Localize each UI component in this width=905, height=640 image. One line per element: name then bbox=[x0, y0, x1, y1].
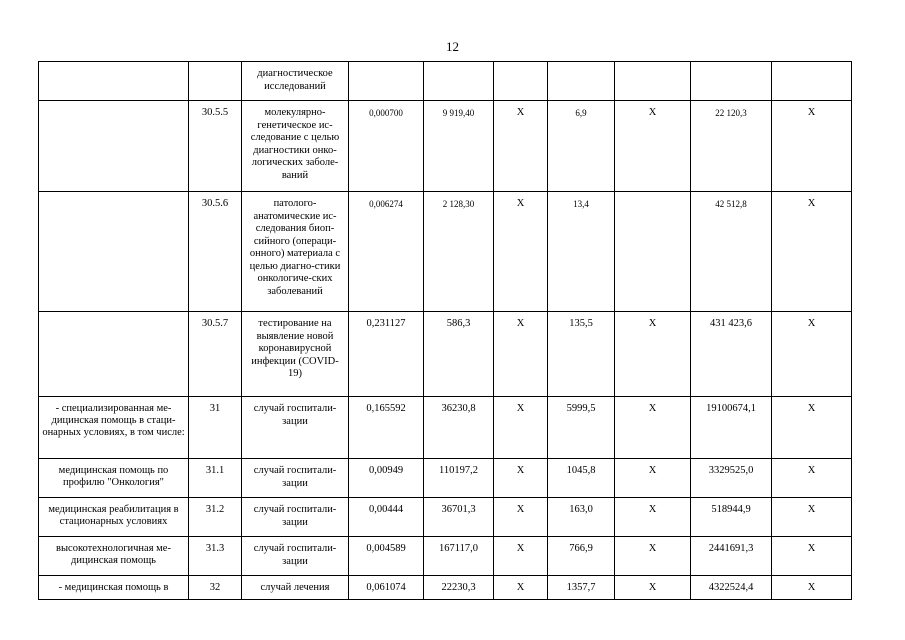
cell-value-x1: X bbox=[494, 101, 548, 192]
table-row bbox=[39, 62, 852, 101]
cell-total-cost: 4322524,4 bbox=[691, 576, 772, 600]
cell-value-x3 bbox=[772, 62, 852, 101]
cell-total-cost: 431 423,6 bbox=[691, 312, 772, 397]
cell-unit-description: случай госпитали-зации bbox=[242, 397, 349, 459]
cell-unit-description: патолого-анатомические ис-следования биоп-сийного (операци-онного) материала с целью диагно-стики онкологиче-ских заболеваний bbox=[242, 192, 349, 312]
cell-row-code: 32 bbox=[189, 576, 242, 600]
cell-value-x2: X bbox=[615, 459, 691, 498]
cell-row-label bbox=[39, 62, 189, 101]
cell-value-x2: X bbox=[615, 397, 691, 459]
table-row bbox=[39, 537, 852, 576]
cell-value-x2: X bbox=[615, 101, 691, 192]
cell-value-x1: X bbox=[494, 459, 548, 498]
cell-row-label: высокотехнологичная ме-дицинская помощь bbox=[39, 537, 189, 576]
cell-cost-norm bbox=[424, 62, 494, 101]
cell-value-x3: X bbox=[772, 537, 852, 576]
cell-value-x3: X bbox=[772, 459, 852, 498]
cell-value-x1: X bbox=[494, 192, 548, 312]
table-row bbox=[39, 101, 852, 192]
table-row bbox=[39, 498, 852, 537]
table-row bbox=[39, 397, 852, 459]
cell-unit-description: молекулярно-генетическое ис-следование с целью диагностики онко-логических заболе-ваний bbox=[242, 101, 349, 192]
cell-value-per-capita: 13,4 bbox=[548, 192, 615, 312]
cell-value-x1 bbox=[494, 62, 548, 101]
cell-row-label: - специализированная ме-дицинская помощь в стаци-онарных условиях, в том числе: bbox=[39, 397, 189, 459]
cell-value-per-capita: 1357,7 bbox=[548, 576, 615, 600]
cell-volume-norm: 0,004589 bbox=[349, 537, 424, 576]
cell-unit-description: случай госпитали-зации bbox=[242, 459, 349, 498]
cell-row-label bbox=[39, 192, 189, 312]
cell-volume-norm: 0,006274 bbox=[349, 192, 424, 312]
cell-volume-norm: 0,000700 bbox=[349, 101, 424, 192]
cell-volume-norm: 0,00444 bbox=[349, 498, 424, 537]
cell-cost-norm: 2 128,30 bbox=[424, 192, 494, 312]
cell-row-code: 31.2 bbox=[189, 498, 242, 537]
cell-cost-norm: 22230,3 bbox=[424, 576, 494, 600]
cell-unit-description: тестирование на выявление новой коронавирусной инфекции (COVID-19) bbox=[242, 312, 349, 397]
cell-cost-norm: 167117,0 bbox=[424, 537, 494, 576]
cell-value-per-capita bbox=[548, 62, 615, 101]
cell-value-per-capita: 766,9 bbox=[548, 537, 615, 576]
cell-value-x2: X bbox=[615, 537, 691, 576]
cell-volume-norm: 0,165592 bbox=[349, 397, 424, 459]
cell-value-per-capita: 135,5 bbox=[548, 312, 615, 397]
cell-total-cost: 3329525,0 bbox=[691, 459, 772, 498]
cell-total-cost: 22 120,3 bbox=[691, 101, 772, 192]
cell-row-code bbox=[189, 62, 242, 101]
cell-row-code: 30.5.6 bbox=[189, 192, 242, 312]
cell-value-per-capita: 1045,8 bbox=[548, 459, 615, 498]
cell-volume-norm bbox=[349, 62, 424, 101]
cell-unit-description: диагностическое исследований bbox=[242, 62, 349, 101]
cell-total-cost: 2441691,3 bbox=[691, 537, 772, 576]
table-row bbox=[39, 576, 852, 600]
cell-value-per-capita: 163,0 bbox=[548, 498, 615, 537]
cell-unit-description: случай госпитали-зации bbox=[242, 537, 349, 576]
table-row bbox=[39, 312, 852, 397]
cell-cost-norm: 110197,2 bbox=[424, 459, 494, 498]
page-number: 12 bbox=[446, 39, 459, 54]
cell-row-label: - медицинская помощь в bbox=[39, 576, 189, 600]
cell-total-cost: 19100674,1 bbox=[691, 397, 772, 459]
cell-value-x2: X bbox=[615, 312, 691, 397]
cell-value-x1: X bbox=[494, 498, 548, 537]
cell-row-code: 31.3 bbox=[189, 537, 242, 576]
cell-cost-norm: 36701,3 bbox=[424, 498, 494, 537]
cell-row-code: 30.5.7 bbox=[189, 312, 242, 397]
cell-value-x3: X bbox=[772, 192, 852, 312]
cell-cost-norm: 586,3 bbox=[424, 312, 494, 397]
cell-row-label: медицинская помощь по профилю "Онкология" bbox=[39, 459, 189, 498]
cell-total-cost: 518944,9 bbox=[691, 498, 772, 537]
cell-volume-norm: 0,231127 bbox=[349, 312, 424, 397]
cell-row-code: 30.5.5 bbox=[189, 101, 242, 192]
cell-total-cost: 42 512,8 bbox=[691, 192, 772, 312]
cell-value-x3: X bbox=[772, 312, 852, 397]
data-table bbox=[38, 61, 852, 600]
cell-value-per-capita: 5999,5 bbox=[548, 397, 615, 459]
cell-value-x1: X bbox=[494, 537, 548, 576]
cell-unit-description: случай лечения bbox=[242, 576, 349, 600]
cell-volume-norm: 0,00949 bbox=[349, 459, 424, 498]
cell-row-label bbox=[39, 101, 189, 192]
cell-value-per-capita: 6,9 bbox=[548, 101, 615, 192]
cell-value-x1: X bbox=[494, 312, 548, 397]
cell-value-x3: X bbox=[772, 576, 852, 600]
table-body bbox=[39, 62, 852, 600]
cell-row-code: 31.1 bbox=[189, 459, 242, 498]
cell-row-label bbox=[39, 312, 189, 397]
cell-value-x2: X bbox=[615, 498, 691, 537]
table-row bbox=[39, 192, 852, 312]
cell-value-x2 bbox=[615, 192, 691, 312]
cell-value-x3: X bbox=[772, 397, 852, 459]
cell-total-cost bbox=[691, 62, 772, 101]
cell-row-code: 31 bbox=[189, 397, 242, 459]
cell-value-x3: X bbox=[772, 498, 852, 537]
cell-cost-norm: 36230,8 bbox=[424, 397, 494, 459]
table-row bbox=[39, 459, 852, 498]
cell-value-x3: X bbox=[772, 101, 852, 192]
cell-value-x1: X bbox=[494, 397, 548, 459]
cell-value-x2 bbox=[615, 62, 691, 101]
cell-value-x1: X bbox=[494, 576, 548, 600]
cell-value-x2: X bbox=[615, 576, 691, 600]
cell-row-label: медицинская реабилитация в стационарных условиях bbox=[39, 498, 189, 537]
cell-cost-norm: 9 919,40 bbox=[424, 101, 494, 192]
cell-unit-description: случай госпитали-зации bbox=[242, 498, 349, 537]
cell-volume-norm: 0,061074 bbox=[349, 576, 424, 600]
